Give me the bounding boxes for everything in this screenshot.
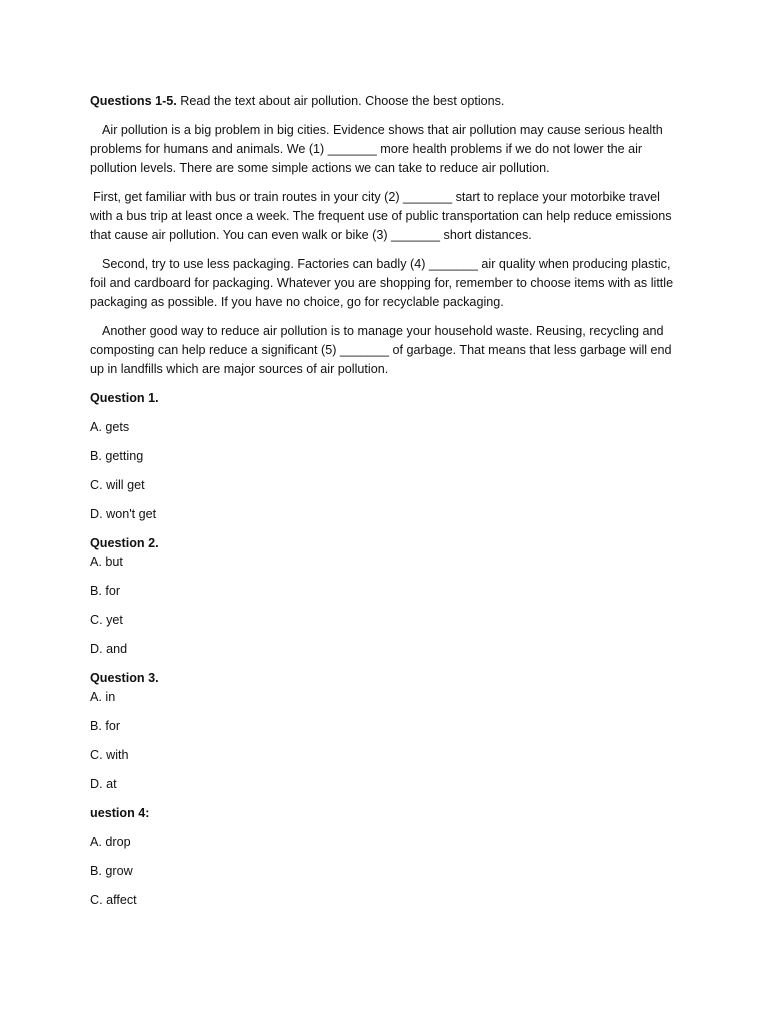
intro-text: Read the text about air pollution. Choose the best options.: [176, 94, 505, 108]
question-3-option-a: A. in: [90, 690, 116, 704]
intro-label: Questions 1-5.: [90, 94, 177, 108]
question-4: [90, 804, 680, 910]
question-3: [90, 669, 680, 804]
question-2-option-d: D. and: [90, 642, 128, 656]
question-4-heading: uestion 4:: [90, 806, 150, 820]
question-4-option-a: A. drop: [90, 835, 131, 849]
question-1-heading: Question 1.: [90, 391, 159, 405]
question-1: [90, 389, 680, 534]
question-1-option-a: A. gets: [90, 420, 130, 434]
paragraph-1: Air pollution is a big problem in big cities. Evidence shows that air pollution may cause serious health problems for humans and animals. We (1) _______ more health problems if we do not lower the air pollution levels. There are some simple actions we can take to reduce air pollution.: [90, 123, 663, 175]
question-1-option-b: B. getting: [90, 449, 144, 463]
question-1-option-d: D. won't get: [90, 507, 157, 521]
document-page: [90, 92, 680, 910]
question-3-option-c: C. with: [90, 748, 129, 762]
question-2-option-b: B. for: [90, 584, 121, 598]
question-3-heading: Question 3.: [90, 671, 159, 685]
question-3-option-b: B. for: [90, 719, 121, 733]
question-2: [90, 534, 680, 669]
paragraph-3: Second, try to use less packaging. Factories can badly (4) _______ air quality when producing plastic, foil and cardboard for packaging. Whatever you are shopping for, remember to choose items with as little packaging as possible. If you have no choice, go for recyclable packaging.: [90, 257, 674, 309]
question-1-option-c: C. will get: [90, 478, 145, 492]
intro-line: [90, 92, 680, 111]
question-4-option-c: C. affect: [90, 893, 137, 907]
question-2-option-c: C. yet: [90, 613, 123, 627]
paragraph-2: First, get familiar with bus or train routes in your city (2) _______ start to replace your motorbike travel with a bus trip at least once a week. The frequent use of public transportation can help reduce emissions that cause air pollution. You can even walk or bike (3) _______ short distances.: [90, 190, 672, 242]
question-3-option-d: D. at: [90, 777, 117, 791]
paragraph-4: Another good way to reduce air pollution is to manage your household waste. Reusing, recycling and composting can help reduce a significant (5) _______ of garbage. That means that less garbage will end up in landfills which are major sources of air pollution.: [90, 324, 672, 376]
question-2-option-a: A. but: [90, 555, 123, 569]
question-4-option-b: B. grow: [90, 864, 133, 878]
question-2-heading: Question 2.: [90, 536, 159, 550]
